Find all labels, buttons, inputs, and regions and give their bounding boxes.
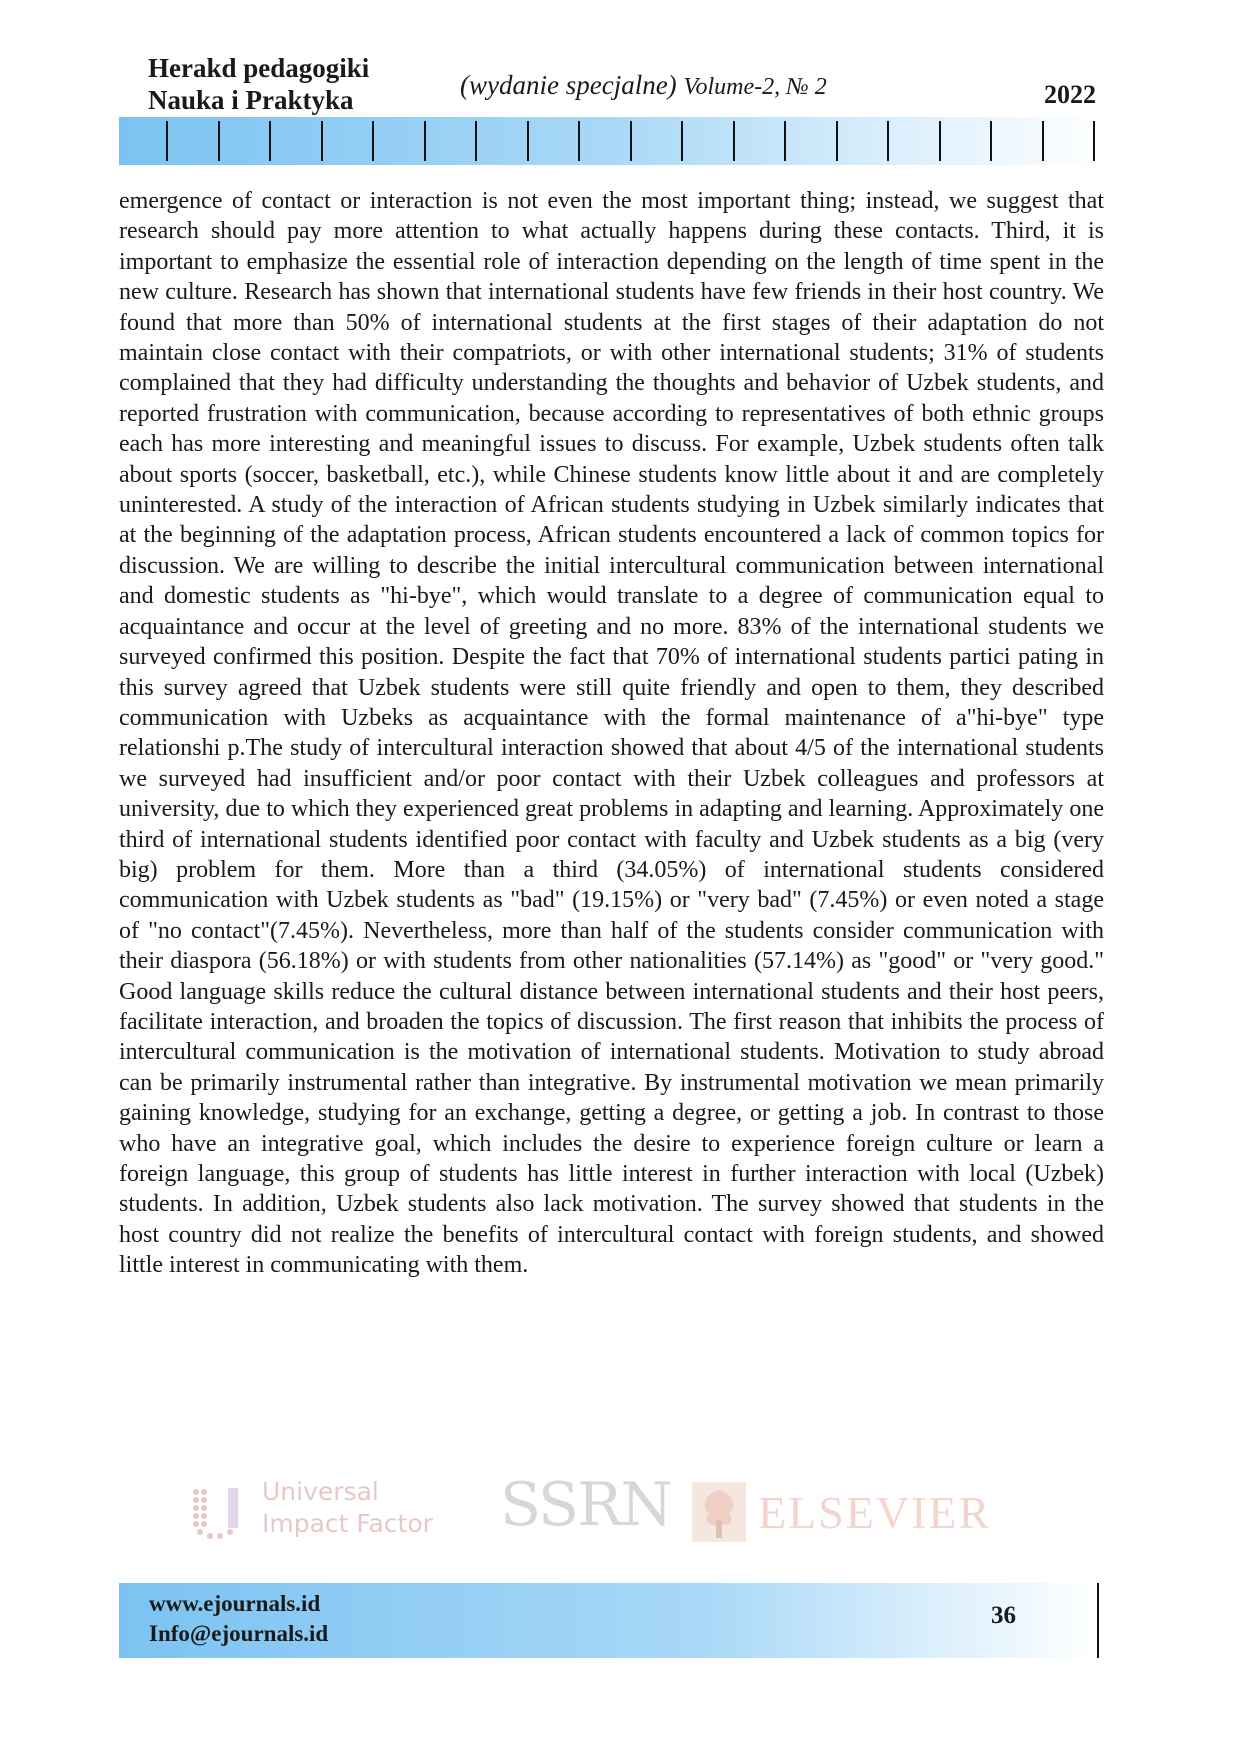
ssrn-logo: SSRN bbox=[500, 1470, 671, 1540]
uif-logo-text bbox=[262, 1476, 433, 1540]
footer-website-link[interactable]: www.ejournals.id bbox=[149, 1591, 321, 1616]
journal-title-line1: Herakd pedagogiki bbox=[148, 53, 370, 83]
header-bar-tick bbox=[218, 121, 220, 161]
header-bar-tick bbox=[424, 121, 426, 161]
header-bar-tick bbox=[630, 121, 632, 161]
header-bar-tick bbox=[578, 121, 580, 161]
header-bar-tick bbox=[733, 121, 735, 161]
header-bar-tick bbox=[990, 121, 992, 161]
page-number: 36 bbox=[991, 1602, 1016, 1629]
header-bar-tick bbox=[475, 121, 477, 161]
header-bar-tick bbox=[836, 121, 838, 161]
edition-info bbox=[460, 70, 827, 101]
footer-divider bbox=[1097, 1583, 1099, 1658]
elsevier-logo bbox=[690, 1478, 1040, 1548]
edition-label: (wydanie specjalne) bbox=[460, 70, 677, 100]
header-bar-tick bbox=[1042, 121, 1044, 161]
uif-logo-line1: Universal bbox=[262, 1477, 379, 1506]
uif-dots-icon bbox=[190, 1484, 246, 1542]
header-bar-tick bbox=[681, 121, 683, 161]
header-bar-tick bbox=[887, 121, 889, 161]
elsevier-wordmark: ELSEVIER bbox=[758, 1487, 992, 1538]
volume-label: Volume-2, № 2 bbox=[683, 74, 827, 100]
header-bar-tick bbox=[321, 121, 323, 161]
page-footer bbox=[119, 1583, 1099, 1658]
header-bar-tick bbox=[784, 121, 786, 161]
journal-title-line2: Nauka i Praktyka bbox=[148, 85, 354, 115]
header-bar-tick bbox=[939, 121, 941, 161]
header-bar-tick bbox=[527, 121, 529, 161]
article-body-text: emergence of contact or interaction is not even the most important thing; instead, we suggest that research should pay more attention to what actually happens during these contacts. Third, it is important to emphasize the essential role of interaction depending on the length of time spent in the new culture. Research has shown that international students have few friends in their host country. We found that more than 50% of international students at the first stages of their adaptation do not maintain close contact with their compatriots, or with other international students; 31% of students complained that they had difficulty understanding the thoughts and behavior of Uzbek students, and reported frustration with communication, because according to representatives of both ethnic groups each has more interesting and meaningful issues to discuss. For example, Uzbek students often talk about sports (soccer, basketball, etc.), while Chinese students know little about it and are completely uninterested. A study of the interaction of African students studying in Uzbek similarly indicates that at the beginning of the adaptation process, African students encountered a lack of common topics for discussion. We are willing to describe the initial intercultural communication between international and domestic students as "hi-bye", which would translate to a degree of communication equal to acquaintance and occur at the level of greeting and no more. 83% of the international students we surveyed confirmed this position. Despite the fact that 70% of international students partici pating in this survey agreed that Uzbek students were still quite friendly and open to them, they described communication with Uzbeks as acquaintance with the formal maintenance of a"hi-bye" type relationshi p.The study of intercultural interaction showed that about 4/5 of the international students we surveyed had insufficient and/or poor contact with their Uzbek colleagues and professors at university, due to which they experienced great problems in adapting and learning. Approximately one third of international students identified poor contact with faculty and Uzbek students as a big (very big) problem for them. More than a third (34.05%) of international students considered communication with Uzbek students as "bad" (19.15%) or "very bad" (7.45%) or even noted a stage of "no contact"(7.45%). Nevertheless, more than half of the students consider communication with their diaspora (56.18%) or with students from other nationalities (57.14%) as "good" or "very good." Good language skills reduce the cultural distance between international students and their host peers, facilitate interaction, and broaden the topics of discussion. The first reason that inhibits the process of intercultural communication is the motivation of international students. Motivation to study abroad can be primarily instrumental rather than integrative. By instrumental motivation we mean primarily gaining knowledge, studying for an exchange, getting a degree, or getting a job. In contrast to those who have an integrative goal, which includes the desire to experience foreign culture or learn a foreign language, this group of students has little interest in further interaction with local (Uzbek) students. In addition, Uzbek students also lack motivation. The survey showed that students in the host country did not realize the benefits of intercultural contact with foreign students, and showed little interest in communicating with them. bbox=[119, 188, 1104, 1279]
header-bar-tick bbox=[372, 121, 374, 161]
issue-year: 2022 bbox=[1044, 80, 1096, 109]
elsevier-tree-icon bbox=[690, 1480, 748, 1544]
journal-title bbox=[148, 52, 369, 116]
header-bar-tick bbox=[269, 121, 271, 161]
header-bar-tick bbox=[166, 121, 168, 161]
header-bar-tick bbox=[1093, 121, 1095, 161]
footer-contact bbox=[149, 1589, 328, 1649]
uif-logo-line2: Impact Factor bbox=[262, 1509, 433, 1538]
indexing-logos bbox=[190, 1470, 1040, 1560]
header-decorative-bar bbox=[119, 117, 1104, 165]
footer-email-link[interactable]: Info@ejournals.id bbox=[149, 1621, 329, 1646]
universal-impact-factor-logo bbox=[190, 1476, 460, 1548]
